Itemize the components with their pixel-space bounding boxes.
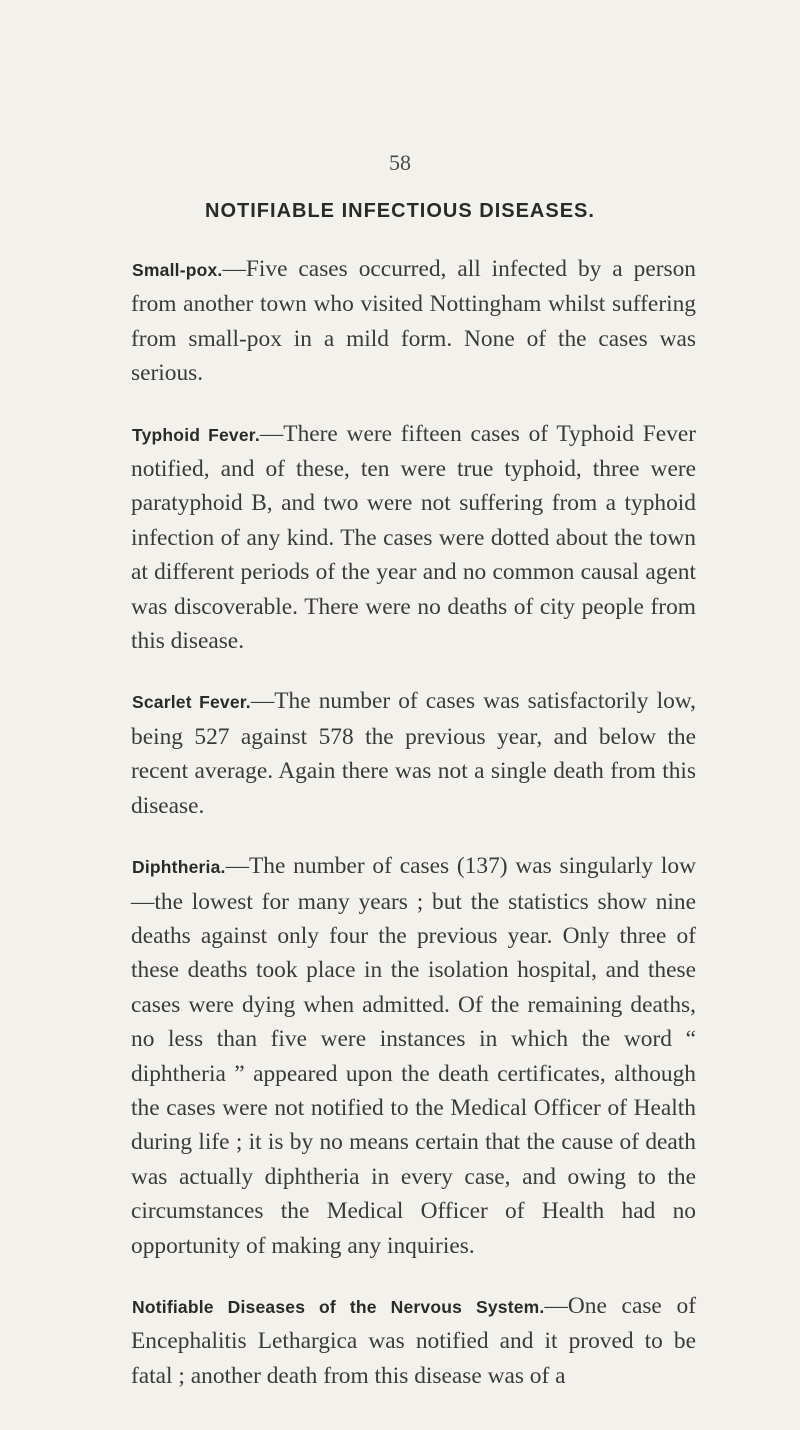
section-title-typhoid-fever: Typhoid Fever.: [132, 424, 260, 445]
section-text-typhoid-fever: There were fifteen cases of Typhoid Fever notified, and of these, ten were true typhoid, three were paratyphoid B, and two were not suffering from a typhoid infection of any kind. The cases were dotted about the town at different periods of the year and no common causal agent was discoverable. There were no deaths of city people from this disease.: [131, 420, 696, 655]
paragraph-nervous-system: [131, 1289, 696, 1393]
body-text: [131, 252, 696, 1419]
paragraph-small-pox: [131, 252, 696, 391]
section-text-diphtheria: The number of cases (137) was singularly low—the lowest for many years ; but the statistics show nine deaths against only four the previous year. Only three of these deaths took place in the isolation hospital, and these cases were dying when admitted. Of the remaining deaths, no less than five were instances in which the word “ diphtheria ” appeared upon the death certificates, although the cases were not notified to the Medical Officer of Health during life ; it is by no means certain that the cause of death was actually diphtheria in every case, and owing to the circumstances the Medical Officer of Health had no opportunity of making any inquiries.: [131, 853, 696, 1259]
section-text-scarlet-fever: The number of cases was satisfactorily low, being 527 against 578 the previous year, and below the recent average. Again there was not a single death from this disease.: [131, 688, 696, 819]
section-dash: —: [544, 1292, 568, 1319]
section-title-small-pox: Small-pox.: [132, 260, 223, 280]
section-title-nervous-system: Notifiable Diseases of the Nervous System.: [132, 1296, 545, 1317]
paragraph-scarlet-fever: [131, 684, 696, 823]
section-dash: —: [250, 688, 275, 715]
page-heading: NOTIFIABLE INFECTIOUS DISEASES.: [205, 200, 595, 222]
section-title-scarlet-fever: Scarlet Fever.: [132, 692, 251, 713]
section-dash: —: [222, 256, 246, 282]
section-dash: —: [225, 853, 249, 880]
section-title-diphtheria: Diphtheria.: [132, 857, 226, 878]
section-dash: —: [259, 420, 284, 447]
paragraph-typhoid-fever: [131, 417, 696, 659]
page-number: 58: [389, 150, 411, 175]
section-text-small-pox: Five cases occurred, all infected by a person from another town who visited Nottingham whilst suffering from small-pox in a mild form. None of the cases was serious.: [131, 256, 696, 387]
paragraph-diphtheria: [131, 849, 696, 1263]
section-text-nervous-system: One case of Encephalitis Lethargica was notified and it proved to be fatal ; another death from this disease was of a: [131, 1292, 696, 1389]
